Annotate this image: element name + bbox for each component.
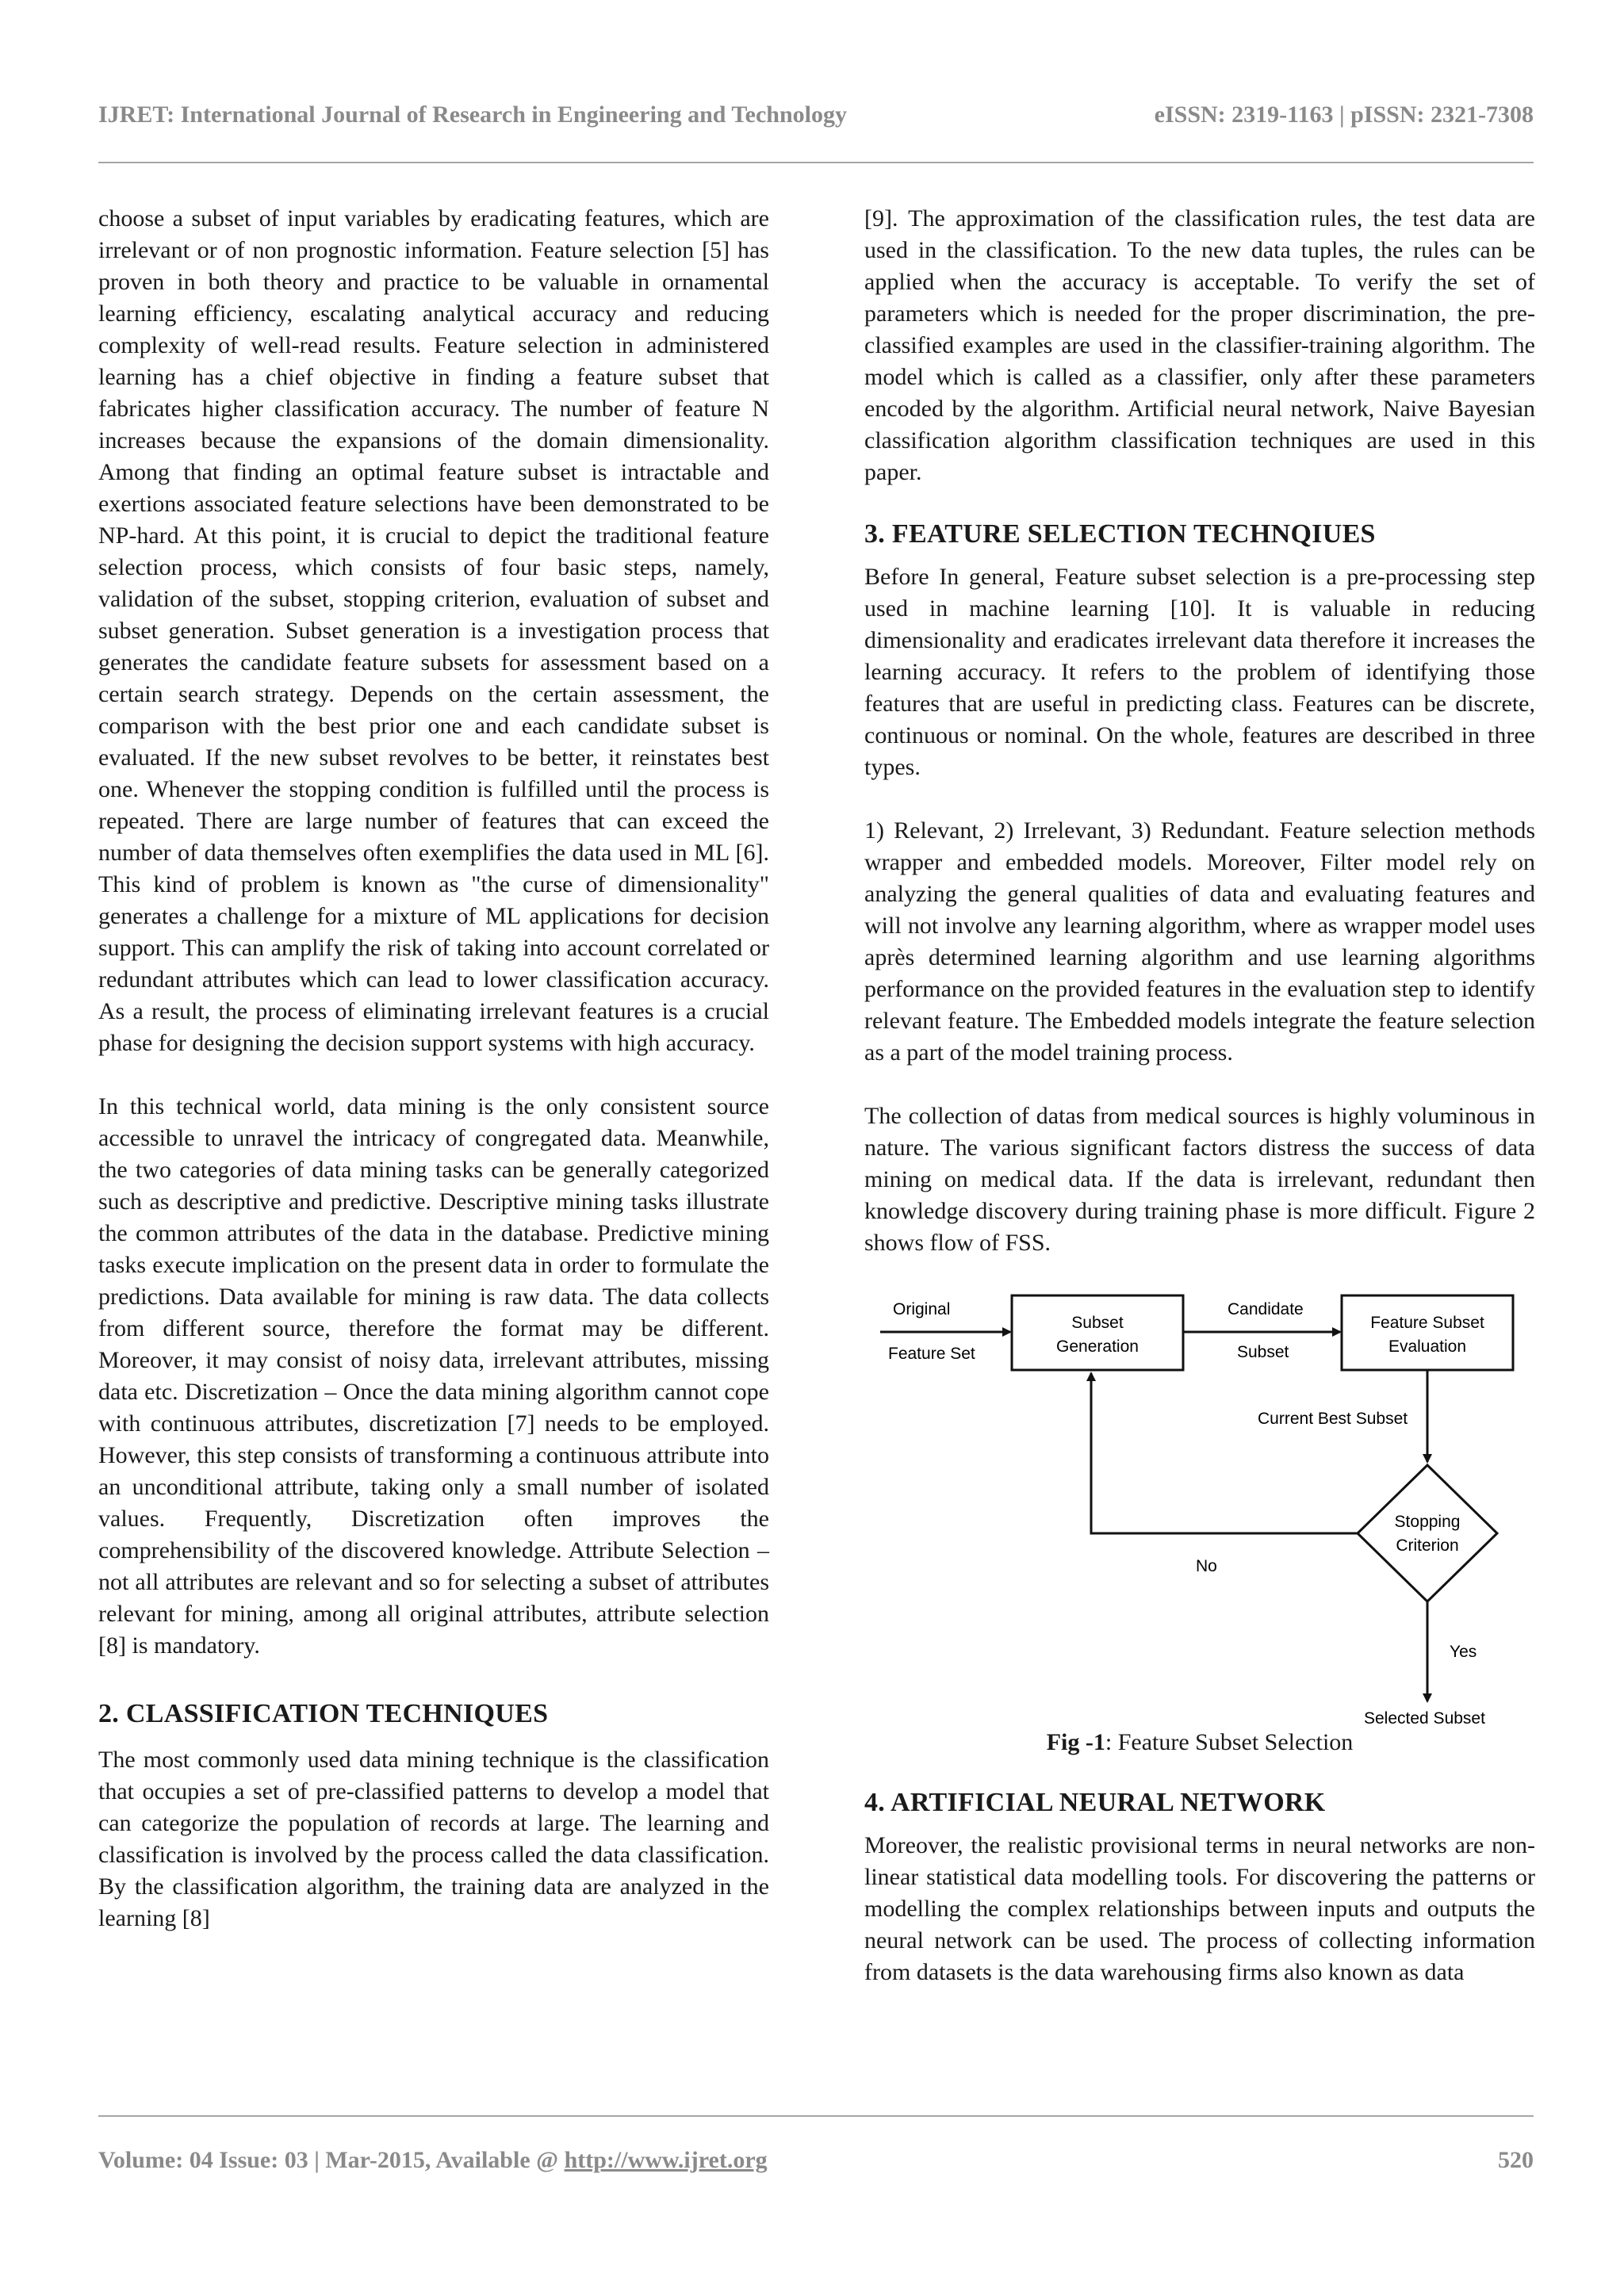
fss-flow-diagram bbox=[864, 1283, 1535, 1727]
right-column bbox=[864, 203, 1535, 1988]
right-paragraph-2: Before In general, Feature subset selection is a pre-processing step used in machine learning [10]. It is valuable in reducing dimensionality and eradicates irrelevant data therefore it increases the learning accuracy. It refers to the problem of identifying those features that are useful in predicting class. Features can be discrete, continuous or nominal. On the whole, features are described in three types. bbox=[864, 564, 1535, 780]
volume-text: Volume: 04 Issue: 03 | Mar-2015, Available @ bbox=[98, 2147, 565, 2173]
journal-link[interactable]: http://www.ijret.org bbox=[564, 2147, 768, 2173]
left-paragraph-1: choose a subset of input variables by eradicating features, which are irrelevant or of non prognostic information. Feature selection [5] has proven in both theory and practice to be valuable in ornamental learning efficiency, escalating analytical accuracy and reducing complexity of well-read results. Feature selection in administered learning has a chief objective in finding a feature subset that fabricates higher classification accuracy. The number of feature N increases because the expansions of the domain dimensionality. Among that finding an optimal feature subset is intractable and exertions associated feature selections have been demonstrated to be NP-hard. At this point, it is crucial to depict the traditional feature selection process, which consists of four basic steps, namely, validation of the subset, stopping criterion, evaluation of subset and subset generation. Subset generation is a investigation process that generates the candidate feature subsets for assessment based on a certain search strategy. Depends on the certain assessment, the comparison with the best prior one and each candidate subset is evaluated. If the new subset revolves to be better, it reinstates best one. Whenever the stopping condition is fulfilled until the process is repeated. There are large number of features that can exceed the number of data themselves often exemplifies the data used in ML [6]. This kind of problem is known as "the curse of dimensionality" generates a challenge for a mixture of ML applications for decision support. This can amplify the risk of taking into account correlated or redundant attributes which can lead to lower classification accuracy. As a result, the process of eliminating irrelevant features is a crucial phase for designing the decision support systems with high accuracy. bbox=[98, 205, 769, 1056]
figure-caption-label: Fig -1 bbox=[1046, 1729, 1105, 1755]
section-heading-feature-selection: 3. FEATURE SELECTION TECHNQIUES bbox=[864, 519, 1376, 549]
volume-info bbox=[98, 2147, 768, 2174]
section-heading-classification: 2. CLASSIFICATION TECHNIQUES bbox=[98, 1699, 549, 1728]
yes-label: Yes bbox=[1450, 1643, 1477, 1661]
footer-rule bbox=[98, 2115, 1534, 2117]
right-paragraph-5: Moreover, the realistic provisional terms in neural networks are non-linear statistical data modelling tools. For discovering the patterns or modelling the complex relationships between inputs and outputs the neural network can be used. The process of collecting information from datasets is the data warehousing firms also known as data bbox=[864, 1832, 1535, 1985]
evaluation-label-2: Evaluation bbox=[1388, 1337, 1467, 1356]
right-paragraph-4: The collection of datas from medical sources is highly voluminous in nature. The various significant factors distress the success of data mining on medical data. If the data is irrelevant, redundant then knowledge discovery during training phase is more difficult. Figure 2 shows flow of FSS. bbox=[864, 1103, 1535, 1256]
figure-caption-text: : Feature Subset Selection bbox=[1105, 1729, 1354, 1755]
feature-subset-evaluation-box bbox=[1342, 1295, 1513, 1370]
subset-generation-label-1: Subset bbox=[1071, 1314, 1124, 1332]
journal-title: IJRET: International Journal of Research in Engineering and Technology bbox=[98, 101, 848, 128]
stopping-label-1: Stopping bbox=[1394, 1513, 1461, 1531]
stopping-criterion-diamond bbox=[1358, 1465, 1497, 1601]
subset-generation-label-2: Generation bbox=[1056, 1337, 1139, 1356]
original-label: Original bbox=[893, 1300, 951, 1318]
fss-flow-svg bbox=[864, 1283, 1535, 1727]
left-paragraph-2: In this technical world, data mining is the only consistent source accessible to unravel the intricacy of congregated data. Meanwhile, the two categories of data mining tasks can be generally categorized such as descriptive and predictive. Descriptive mining tasks illustrate the common attributes of the data in the database. Predictive mining tasks execute implication on the present data in order to formulate the predictions. Data available for mining is raw data. The data collects from different source, therefore the format may be different. Moreover, it may consist of noisy data, irrelevant attributes, missing data etc. Discretization – Once the data mining algorithm cannot cope with continuous attributes, discretization [7] needs to be employed. However, this step consists of transforming a continuous attribute into an unconditional attribute, taking only a small number of isolated values. Frequently, Discretization often improves the comprehensibility of the discovered knowledge. Attribute Selection – not all attributes are relevant and so for selecting a subset of attributes relevant for mining, among all original attributes, attribute selection [8] is mandatory. bbox=[98, 1093, 769, 1659]
subset-generation-box bbox=[1012, 1295, 1183, 1370]
figure-caption bbox=[864, 1727, 1535, 1758]
header-rule bbox=[98, 162, 1534, 163]
right-paragraph-3: 1) Relevant, 2) Irrelevant, 3) Redundant. Feature selection methods wrapper and embedded models. Moreover, Filter model rely on analyzing the general qualities of data and evaluating features and will not involve any learning algorithm, where as wrapper model uses après determined learning algorithm and use learning algorithms performance on the provided features in the evaluation step to identify relevant feature. The Embedded models integrate the feature selection as a part of the model training process. bbox=[864, 817, 1535, 1066]
stopping-label-2: Criterion bbox=[1396, 1536, 1459, 1555]
candidate-subset-label: Subset bbox=[1237, 1343, 1289, 1361]
current-best-label: Current Best Subset bbox=[1258, 1410, 1408, 1428]
selected-subset-label: Selected Subset bbox=[1364, 1709, 1485, 1727]
left-column bbox=[98, 203, 769, 1934]
no-loop-arrow bbox=[1091, 1373, 1358, 1533]
page-footer bbox=[98, 2141, 1534, 2182]
left-paragraph-3: The most commonly used data mining technique is the classification that occupies a set of pre-classified patterns to develop a model that can categorize the population of records at large. The learning and classification is involved by the process called the data classification. By the classification algorithm, the training data are analyzed in the learning [8] bbox=[98, 1747, 769, 1931]
feature-set-label: Feature Set bbox=[888, 1345, 975, 1363]
right-paragraph-1: [9]. The approximation of the classification rules, the test data are used in the classification. To the new data tuples, the rules can be applied when the accuracy is acceptable. To verify the set of parameters which is needed for the proper discrimination, the pre-classified examples are used in the classifier-training algorithm. The model which is called as a classifier, only after these parameters encoded by the algorithm. Artificial neural network, Naive Bayesian classification algorithm classification techniques are used in this paper. bbox=[864, 205, 1535, 485]
issn-info: eISSN: 2319-1163 | pISSN: 2321-7308 bbox=[1154, 101, 1534, 128]
candidate-label: Candidate bbox=[1228, 1300, 1304, 1318]
page-header bbox=[98, 95, 1534, 136]
section-heading-ann: 4. ARTIFICIAL NEURAL NETWORK bbox=[864, 1788, 1326, 1817]
no-label: No bbox=[1196, 1557, 1217, 1575]
evaluation-label-1: Feature Subset bbox=[1370, 1314, 1484, 1332]
page-number: 520 bbox=[1498, 2147, 1534, 2173]
